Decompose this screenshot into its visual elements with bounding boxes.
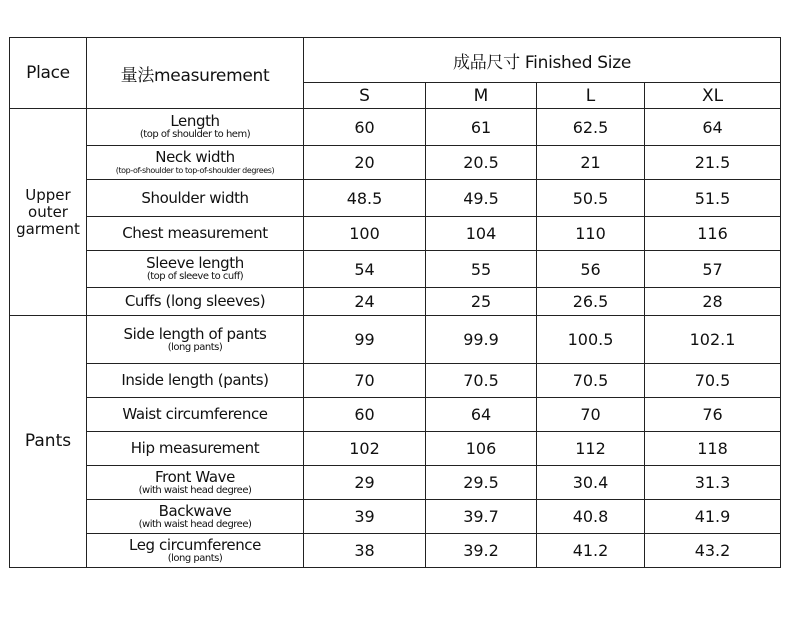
measure-name: Side length of pants: [123, 324, 267, 343]
value-xl: 57: [645, 251, 781, 288]
measure-cell: [87, 251, 304, 288]
value-m: 99.9: [426, 316, 537, 364]
table-row: [10, 432, 781, 466]
value-xl: 76: [645, 398, 781, 432]
measure-name: Cuffs (long sleeves): [124, 292, 266, 310]
value-l: 62.5: [537, 109, 645, 146]
size-chart-table: [9, 37, 781, 568]
value-l: 40.8: [537, 500, 645, 534]
size-xl-header: XL: [645, 83, 781, 109]
measure-name: Front Wave: [155, 467, 235, 486]
measure-note: (long pants): [167, 552, 223, 564]
value-xl: 21.5: [645, 146, 781, 180]
value-l: 100.5: [537, 316, 645, 364]
value-s: 60: [304, 109, 426, 146]
value-m: 49.5: [426, 180, 537, 217]
finished-size-header: 成品尺寸 Finished Size: [304, 38, 781, 83]
measure-note: (with waist head degree): [138, 518, 252, 530]
table-row: [10, 398, 781, 432]
size-s-header: S: [304, 83, 426, 109]
value-l: 56: [537, 251, 645, 288]
size-l-header: L: [537, 83, 645, 109]
table-row: [10, 146, 781, 180]
measure-cell: [87, 432, 304, 466]
value-l: 21: [537, 146, 645, 180]
measure-note: (top of shoulder to hem): [139, 129, 251, 140]
measure-name: Inside length (pants): [121, 371, 269, 389]
measure-note: (top-of-shoulder to top-of-shoulder degrees): [115, 165, 275, 175]
value-s: 38: [304, 534, 426, 568]
table-row: [10, 500, 781, 534]
table-row: [10, 466, 781, 500]
value-m: 64: [426, 398, 537, 432]
size-m-header: M: [426, 83, 537, 109]
value-xl: 41.9: [645, 500, 781, 534]
measure-name: Shoulder width: [141, 188, 249, 207]
measure-cell: [87, 146, 304, 180]
value-xl: 116: [645, 217, 781, 251]
measure-note: (top of sleeve to cuff): [146, 271, 244, 282]
value-m: 61: [426, 109, 537, 146]
value-s: 39: [304, 500, 426, 534]
measure-name: Length: [170, 112, 220, 130]
table-row: [10, 288, 781, 316]
measure-cell: [87, 466, 304, 500]
measure-name: Neck width: [155, 147, 235, 166]
measure-name: Sleeve length: [146, 254, 244, 272]
value-xl: 31.3: [645, 466, 781, 500]
value-m: 29.5: [426, 466, 537, 500]
value-m: 39.7: [426, 500, 537, 534]
measure-cell: [87, 288, 304, 316]
table-row: [10, 316, 781, 364]
table-row: [10, 251, 781, 288]
value-s: 100: [304, 217, 426, 251]
value-m: 70.5: [426, 364, 537, 398]
value-l: 41.2: [537, 534, 645, 568]
table-row: [10, 180, 781, 217]
measure-cell: [87, 364, 304, 398]
value-s: 48.5: [304, 180, 426, 217]
measure-name: Chest measurement: [122, 224, 268, 242]
measure-cell: [87, 217, 304, 251]
value-s: 24: [304, 288, 426, 316]
pants-label: Pants: [10, 316, 87, 568]
measure-name: Leg circumference: [129, 535, 261, 554]
value-l: 110: [537, 217, 645, 251]
value-s: 99: [304, 316, 426, 364]
measure-name: Waist circumference: [122, 405, 268, 423]
value-xl: 43.2: [645, 534, 781, 568]
value-l: 70.5: [537, 364, 645, 398]
table-row: [10, 364, 781, 398]
place-header: Place: [10, 38, 87, 109]
measure-name: Hip measurement: [130, 439, 260, 457]
value-m: 20.5: [426, 146, 537, 180]
value-l: 30.4: [537, 466, 645, 500]
value-xl: 102.1: [645, 316, 781, 364]
value-l: 50.5: [537, 180, 645, 217]
header-row: [10, 38, 781, 83]
value-m: 106: [426, 432, 537, 466]
value-s: 20: [304, 146, 426, 180]
value-l: 112: [537, 432, 645, 466]
measure-cell: [87, 534, 304, 568]
value-s: 70: [304, 364, 426, 398]
value-xl: 51.5: [645, 180, 781, 217]
measure-note: (with waist head degree): [138, 484, 252, 496]
measurement-header: 量法measurement: [87, 38, 304, 109]
value-s: 29: [304, 466, 426, 500]
value-xl: 118: [645, 432, 781, 466]
value-xl: 64: [645, 109, 781, 146]
value-s: 54: [304, 251, 426, 288]
value-m: 104: [426, 217, 537, 251]
value-s: 102: [304, 432, 426, 466]
value-l: 70: [537, 398, 645, 432]
measure-cell: [87, 109, 304, 146]
value-m: 55: [426, 251, 537, 288]
measure-cell: [87, 316, 304, 364]
table-row: [10, 109, 781, 146]
value-m: 25: [426, 288, 537, 316]
value-xl: 70.5: [645, 364, 781, 398]
table-row: [10, 217, 781, 251]
upper-garment-label: Upper outer garment: [10, 109, 87, 316]
measure-cell: [87, 398, 304, 432]
measure-cell: [87, 500, 304, 534]
value-xl: 28: [645, 288, 781, 316]
table-row: [10, 534, 781, 568]
value-l: 26.5: [537, 288, 645, 316]
measure-cell: [87, 180, 304, 217]
value-m: 39.2: [426, 534, 537, 568]
measure-name: Backwave: [158, 501, 232, 520]
value-s: 60: [304, 398, 426, 432]
measure-note: (long pants): [167, 341, 223, 353]
